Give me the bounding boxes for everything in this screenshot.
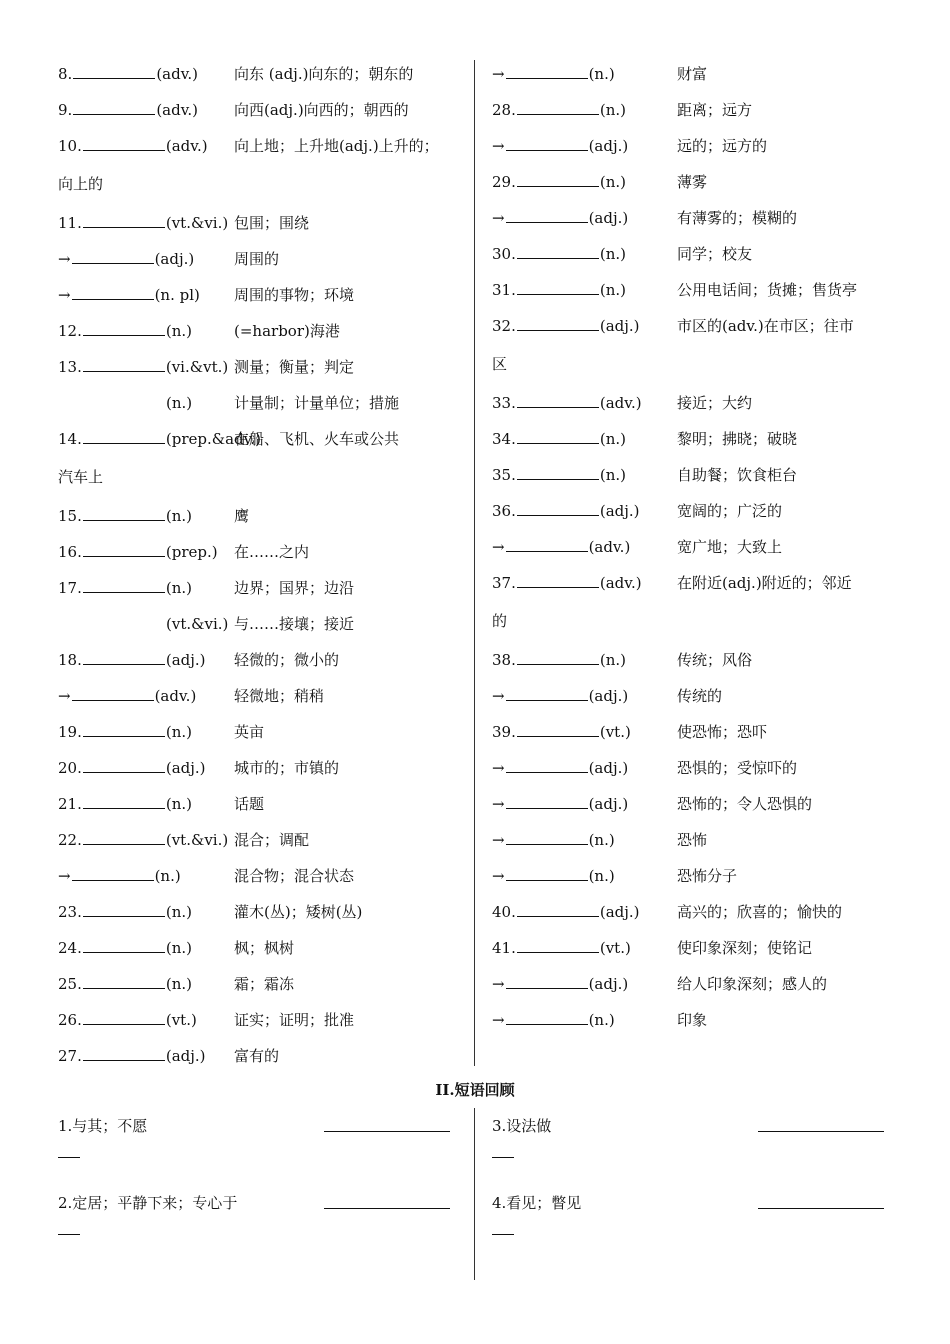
part-of-speech: (adv.)	[156, 65, 199, 83]
meaning: 轻微的；微小的	[234, 651, 340, 669]
entry-number: 26.	[58, 1011, 82, 1029]
entry-number: 27.	[58, 1047, 82, 1065]
entry-number: 37.	[492, 574, 516, 592]
answer-blank[interactable]	[72, 866, 154, 881]
answer-blank[interactable]	[83, 506, 165, 521]
meaning: 同学；校友	[677, 245, 753, 263]
answer-blank[interactable]	[506, 136, 588, 151]
meaning: 向西(adj.)向西的；朝西的	[234, 101, 409, 119]
part-of-speech: (adv.)	[588, 538, 631, 556]
meaning: 边界；国界；边沿	[234, 579, 355, 597]
vocab-entry	[492, 164, 892, 200]
part-of-speech: (vt.)	[599, 723, 631, 741]
meaning: 给人印象深刻；感人的	[677, 975, 828, 993]
part-of-speech: (adj.)	[588, 137, 629, 155]
entry-number: 21.	[58, 795, 82, 813]
vocab-entry	[492, 457, 892, 493]
entry-number: 13.	[58, 358, 82, 376]
entry-number: 24.	[58, 939, 82, 957]
answer-blank[interactable]	[506, 794, 588, 809]
vocab-entry	[58, 930, 463, 966]
entry-number: 17.	[58, 579, 82, 597]
meaning: 在附近(adj.)附近的；邻近	[677, 574, 852, 592]
meaning: 印象	[677, 1011, 708, 1029]
answer-blank[interactable]	[517, 100, 599, 115]
entry-continuation	[492, 344, 892, 385]
meaning: 高兴的；欣喜的；愉快的	[677, 903, 843, 921]
entry-number: 41.	[492, 939, 516, 957]
entry-number: 33.	[492, 394, 516, 412]
answer-blank[interactable]	[517, 393, 599, 408]
meaning: 薄雾	[677, 173, 708, 191]
vocab-entry	[58, 534, 463, 570]
part-of-speech: (adj.)	[165, 759, 206, 777]
entry-number: 11.	[58, 214, 82, 232]
answer-blank[interactable]	[517, 722, 599, 737]
part-of-speech: (n.)	[588, 831, 615, 849]
answer-blank[interactable]	[517, 938, 599, 953]
part-of-speech: (adj.)	[588, 209, 629, 227]
answer-blank[interactable]	[83, 429, 165, 444]
derivation-arrow: →	[492, 65, 505, 83]
meaning: 霜；霜冻	[234, 975, 295, 993]
part-of-speech: (n.)	[599, 281, 626, 299]
part-of-speech: (n.)	[165, 322, 192, 340]
answer-blank[interactable]	[517, 280, 599, 295]
entry-number: 39.	[492, 723, 516, 741]
answer-blank[interactable]	[506, 64, 588, 79]
part-of-speech: (n.)	[588, 65, 615, 83]
entry-number: 23.	[58, 903, 82, 921]
meaning: 向东 (adj.)向东的；朝东的	[234, 65, 414, 83]
meaning: 市区的(adv.)在市区；往市	[677, 317, 854, 335]
part-of-speech: (n.)	[599, 651, 626, 669]
answer-blank[interactable]	[324, 1131, 450, 1132]
phrase-item	[492, 1188, 892, 1218]
answer-blank[interactable]	[83, 938, 165, 953]
part-of-speech: (n.)	[599, 173, 626, 191]
meaning: 混合；调配	[234, 831, 310, 849]
vocab-entry	[58, 570, 463, 606]
derivation-arrow: →	[492, 1011, 505, 1029]
part-of-speech: (n. pl)	[154, 286, 200, 304]
vocab-entry	[492, 642, 892, 678]
vocab-entry	[492, 930, 892, 966]
meaning: 黎明；拂晓；破晓	[677, 430, 798, 448]
meaning: 恐惧的；受惊吓的	[677, 759, 798, 777]
answer-blank[interactable]	[517, 316, 599, 331]
meaning: 公用电话间；货摊；售货亭	[677, 281, 858, 299]
meaning: 有薄雾的；模糊的	[677, 209, 798, 227]
entry-number: 9.	[58, 101, 73, 119]
meaning: 传统；风俗	[677, 651, 753, 669]
answer-blank[interactable]	[517, 902, 599, 917]
answer-blank[interactable]	[83, 1010, 165, 1025]
phrase-label: 1.与其；不愿	[58, 1117, 148, 1135]
meaning: 恐怖	[677, 831, 708, 849]
answer-blank[interactable]	[73, 100, 155, 115]
vocab-entry	[492, 385, 892, 421]
answer-blank[interactable]	[83, 1046, 165, 1061]
answer-blank[interactable]	[72, 285, 154, 300]
vocab-entry	[58, 349, 463, 385]
part-of-speech: (vt.&vi.)	[166, 615, 229, 633]
meaning: 英亩	[234, 723, 265, 741]
part-of-speech: (n.)	[166, 394, 193, 412]
vocab-entry	[492, 678, 892, 714]
entry-number: 22.	[58, 831, 82, 849]
answer-blank[interactable]	[758, 1208, 884, 1209]
vocab-entry	[492, 822, 892, 858]
entry-number: 29.	[492, 173, 516, 191]
meaning: 财富	[677, 65, 708, 83]
meaning: 灌木(丛)；矮树(丛)	[234, 903, 363, 921]
answer-blank[interactable]	[83, 722, 165, 737]
answer-blank[interactable]	[83, 357, 165, 372]
entry-number: 40.	[492, 903, 516, 921]
answer-blank[interactable]	[506, 974, 588, 989]
part-of-speech: (adj.)	[165, 1047, 206, 1065]
phrase-item	[58, 1188, 458, 1218]
meaning: 证实；证明；批准	[234, 1011, 355, 1029]
part-of-speech: (n.)	[165, 795, 192, 813]
part-of-speech: (adv.)	[156, 101, 199, 119]
vocab-entry	[58, 498, 463, 534]
answer-blank-continuation[interactable]	[58, 1157, 80, 1158]
derivation-arrow: →	[492, 687, 505, 705]
answer-blank[interactable]	[72, 249, 154, 264]
answer-blank[interactable]	[506, 537, 588, 552]
answer-blank[interactable]	[83, 794, 165, 809]
vocab-entry	[58, 128, 463, 164]
entry-continuation	[492, 601, 892, 642]
part-of-speech: (adj.)	[588, 795, 629, 813]
vocab-entry	[58, 421, 463, 457]
phrase-item	[58, 1111, 458, 1141]
answer-blank[interactable]	[83, 136, 165, 151]
vocab-entry	[58, 606, 463, 642]
entry-number: 10.	[58, 137, 82, 155]
column-divider	[474, 1108, 475, 1280]
meaning: (=harbor)海港	[234, 322, 340, 340]
meaning: 距离；远方	[677, 101, 753, 119]
vocab-entry	[492, 858, 892, 894]
part-of-speech: (adj.)	[588, 759, 629, 777]
answer-blank[interactable]	[506, 830, 588, 845]
meaning: 远的；远方的	[677, 137, 768, 155]
derivation-arrow: →	[492, 795, 505, 813]
part-of-speech: (n.)	[588, 867, 615, 885]
vocab-entry	[58, 241, 463, 277]
part-of-speech: (vi.&vt.)	[165, 358, 229, 376]
vocab-entry	[58, 786, 463, 822]
vocab-entry	[492, 128, 892, 164]
derivation-arrow: →	[492, 759, 505, 777]
entry-number: 35.	[492, 466, 516, 484]
answer-blank[interactable]	[83, 650, 165, 665]
part-of-speech: (adj.)	[588, 687, 629, 705]
vocab-entry	[58, 678, 463, 714]
meaning: 使恐怖；恐吓	[677, 723, 768, 741]
vocab-entry	[58, 313, 463, 349]
meaning: 宽广地；大致上	[677, 538, 783, 556]
entry-number: 32.	[492, 317, 516, 335]
answer-blank[interactable]	[83, 213, 165, 228]
vocab-entry	[58, 966, 463, 1002]
vocab-entry	[492, 565, 892, 601]
vocab-entry	[58, 858, 463, 894]
answer-blank[interactable]	[506, 208, 588, 223]
meaning: 富有的	[234, 1047, 280, 1065]
part-of-speech: (adj.)	[165, 651, 206, 669]
answer-blank[interactable]	[73, 64, 155, 79]
entry-number: 18.	[58, 651, 82, 669]
vocab-entry	[492, 750, 892, 786]
right-vocab-column	[492, 56, 892, 1038]
part-of-speech: (n.)	[165, 579, 192, 597]
vocab-entry	[492, 894, 892, 930]
entry-number: 8.	[58, 65, 73, 83]
meaning: 话题	[234, 795, 265, 813]
part-of-speech: (n.)	[599, 245, 626, 263]
meaning: 宽阔的；广泛的	[677, 502, 783, 520]
part-of-speech: (prep.&adv.)	[165, 430, 261, 448]
entry-number: 20.	[58, 759, 82, 777]
part-of-speech: (vt.&vi.)	[165, 831, 229, 849]
vocab-entry	[58, 642, 463, 678]
answer-blank[interactable]	[517, 650, 599, 665]
meaning: 周围的事物；环境	[234, 286, 355, 304]
entry-number: 34.	[492, 430, 516, 448]
part-of-speech: (n.)	[165, 723, 192, 741]
derivation-arrow: →	[58, 250, 71, 268]
part-of-speech: (adv.)	[165, 137, 208, 155]
vocab-entry	[492, 529, 892, 565]
vocab-entry	[58, 714, 463, 750]
part-of-speech: (n.)	[154, 867, 181, 885]
vocab-entry	[58, 1038, 463, 1074]
meaning: 包围；围绕	[234, 214, 310, 232]
vocab-entry	[58, 894, 463, 930]
vocab-entry	[58, 277, 463, 313]
vocab-entry	[492, 714, 892, 750]
derivation-arrow: →	[492, 975, 505, 993]
meaning: 枫；枫树	[234, 939, 295, 957]
meaning: 计量制；计量单位；措施	[234, 394, 400, 412]
answer-blank[interactable]	[83, 542, 165, 557]
left-vocab-column	[58, 56, 463, 1074]
answer-blank[interactable]	[506, 686, 588, 701]
derivation-arrow: →	[492, 538, 505, 556]
entry-number: 14.	[58, 430, 82, 448]
vocab-entry	[492, 421, 892, 457]
answer-blank[interactable]	[517, 501, 599, 516]
vocab-entry	[492, 56, 892, 92]
answer-blank[interactable]	[517, 465, 599, 480]
answer-blank[interactable]	[517, 172, 599, 187]
meaning: 周围的	[234, 250, 280, 268]
vocab-entry	[492, 493, 892, 529]
vocab-entry	[492, 1002, 892, 1038]
answer-blank[interactable]	[517, 244, 599, 259]
phrase-label: 3.设法做	[492, 1117, 552, 1135]
continuation-text: 向上的	[58, 175, 104, 193]
column-divider	[474, 60, 475, 1066]
phrase-label: 4.看见；瞥见	[492, 1194, 582, 1212]
derivation-arrow: →	[492, 831, 505, 849]
vocab-entry	[492, 272, 892, 308]
part-of-speech: (vt.)	[165, 1011, 197, 1029]
meaning: 恐怖的；令人恐惧的	[677, 795, 813, 813]
part-of-speech: (vt.&vi.)	[165, 214, 229, 232]
answer-blank[interactable]	[83, 902, 165, 917]
meaning: 混合物；混合状态	[234, 867, 355, 885]
vocab-entry	[492, 786, 892, 822]
part-of-speech: (adv.)	[154, 687, 197, 705]
phrase-label: 2.定居；平静下来；专心于	[58, 1194, 238, 1212]
vocab-entry	[58, 1002, 463, 1038]
entry-number: 38.	[492, 651, 516, 669]
continuation-text: 区	[492, 355, 508, 373]
vocab-entry	[492, 236, 892, 272]
meaning: 恐怖分子	[677, 867, 738, 885]
part-of-speech: (n.)	[165, 975, 192, 993]
answer-blank[interactable]	[506, 1010, 588, 1025]
entry-continuation	[58, 164, 463, 205]
vocab-entry	[492, 200, 892, 236]
part-of-speech: (n.)	[165, 939, 192, 957]
answer-blank[interactable]	[83, 321, 165, 336]
derivation-arrow: →	[492, 867, 505, 885]
meaning: 接近；大约	[677, 394, 753, 412]
answer-blank[interactable]	[83, 578, 165, 593]
derivation-arrow: →	[58, 286, 71, 304]
meaning: 在……之内	[234, 543, 310, 561]
meaning: 鹰	[234, 507, 250, 525]
meaning: 传统的	[677, 687, 723, 705]
vocab-entry	[58, 385, 463, 421]
entry-continuation	[58, 457, 463, 498]
continuation-text: 汽车上	[58, 468, 104, 486]
entry-number: 31.	[492, 281, 516, 299]
part-of-speech: (n.)	[599, 430, 626, 448]
answer-blank-continuation[interactable]	[492, 1234, 514, 1235]
vocab-entry	[492, 966, 892, 1002]
derivation-arrow: →	[492, 137, 505, 155]
entry-number: 15.	[58, 507, 82, 525]
meaning: 与……接壤；接近	[234, 615, 355, 633]
answer-blank[interactable]	[506, 758, 588, 773]
part-of-speech: (n.)	[599, 466, 626, 484]
part-of-speech: (adj.)	[588, 975, 629, 993]
meaning: 使印象深刻；使铭记	[677, 939, 813, 957]
entry-number: 19.	[58, 723, 82, 741]
answer-blank[interactable]	[83, 758, 165, 773]
meaning: 自助餐；饮食柜台	[677, 466, 798, 484]
answer-blank[interactable]	[72, 686, 154, 701]
part-of-speech: (n.)	[588, 1011, 615, 1029]
part-of-speech: (adj.)	[154, 250, 195, 268]
entry-number: 16.	[58, 543, 82, 561]
vocab-entry	[58, 205, 463, 241]
answer-blank[interactable]	[506, 866, 588, 881]
part-of-speech: (vt.)	[599, 939, 631, 957]
answer-blank[interactable]	[83, 830, 165, 845]
derivation-arrow: →	[492, 209, 505, 227]
meaning: 测量；衡量；判定	[234, 358, 355, 376]
meaning: 轻微地；稍稍	[234, 687, 325, 705]
vocab-entry	[58, 56, 463, 92]
vocab-entry	[58, 92, 463, 128]
continuation-text: 的	[492, 612, 508, 630]
part-of-speech: (adj.)	[599, 502, 640, 520]
vocab-entry	[492, 308, 892, 344]
entry-number: 28.	[492, 101, 516, 119]
part-of-speech: (n.)	[165, 903, 192, 921]
derivation-arrow: →	[58, 687, 71, 705]
entry-number: 30.	[492, 245, 516, 263]
vocab-entry	[58, 750, 463, 786]
part-of-speech: (adj.)	[599, 317, 640, 335]
meaning: 向上地；上升地(adj.)上升的；	[234, 137, 439, 155]
vocab-entry	[58, 822, 463, 858]
entry-number: 25.	[58, 975, 82, 993]
entry-number: 36.	[492, 502, 516, 520]
answer-blank[interactable]	[517, 429, 599, 444]
part-of-speech: (adj.)	[599, 903, 640, 921]
part-of-speech: (adv.)	[599, 574, 642, 592]
answer-blank[interactable]	[83, 974, 165, 989]
part-of-speech: (prep.)	[165, 543, 218, 561]
answer-blank[interactable]	[324, 1208, 450, 1209]
meaning: 城市的；市镇的	[234, 759, 340, 777]
part-of-speech: (n.)	[599, 101, 626, 119]
entry-number: 12.	[58, 322, 82, 340]
vocab-entry	[492, 92, 892, 128]
derivation-arrow: →	[58, 867, 71, 885]
meaning: 在船、飞机、火车或公共	[234, 430, 400, 448]
answer-blank-continuation[interactable]	[58, 1234, 80, 1235]
answer-blank[interactable]	[517, 573, 599, 588]
part-of-speech: (n.)	[165, 507, 192, 525]
part-of-speech: (adv.)	[599, 394, 642, 412]
section-title: II.短语回顾	[435, 1081, 515, 1099]
phrase-item	[492, 1111, 892, 1141]
answer-blank[interactable]	[758, 1131, 884, 1132]
answer-blank-continuation[interactable]	[492, 1157, 514, 1158]
